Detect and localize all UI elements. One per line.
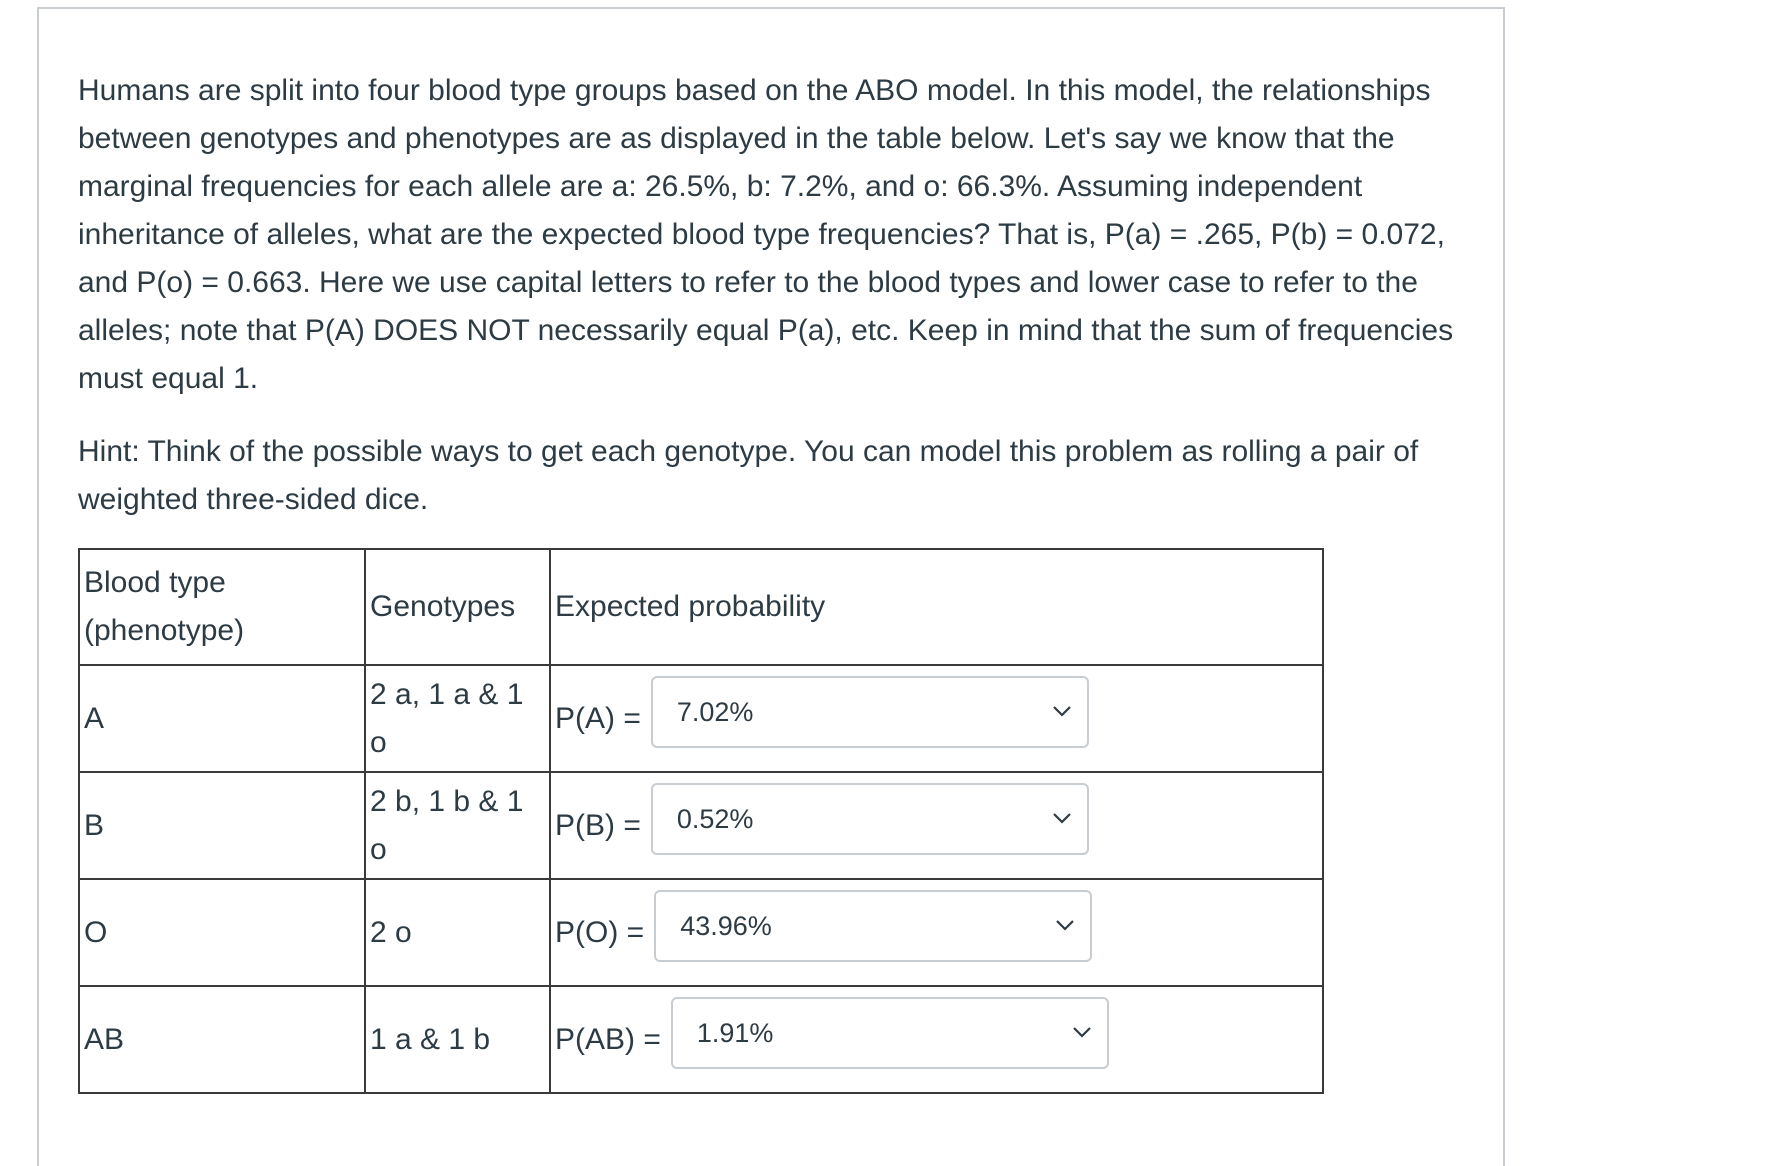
table-row <box>79 772 1323 879</box>
probability-cell <box>550 772 1323 879</box>
chevron-down-icon <box>1054 914 1076 936</box>
genotype-cell: 1 a & 1 b <box>365 986 550 1093</box>
table-row <box>79 879 1323 986</box>
table-row <box>79 986 1323 1093</box>
answer-select-b[interactable] <box>651 783 1089 855</box>
selected-value: 7.02% <box>676 696 754 727</box>
blood-type-table <box>78 548 1324 1094</box>
selected-value: 0.52% <box>676 803 754 834</box>
answer-select-ab[interactable] <box>671 997 1109 1069</box>
header-blood-type: Blood type (phenotype) <box>79 549 365 665</box>
probability-label: P(AB) = <box>555 1022 661 1056</box>
chevron-down-icon <box>1071 1021 1093 1043</box>
blood-type-cell: O <box>79 879 365 986</box>
hint-text: Hint: Think of the possible ways to get each genotype. You can model this problem as rolling a pair of weighted three-sided dice. <box>78 435 1419 516</box>
probability-cell <box>550 665 1323 772</box>
answer-select-o[interactable] <box>654 890 1092 962</box>
blood-type-cell: B <box>79 772 365 879</box>
probability-label: P(A) = <box>555 701 641 735</box>
table-row <box>79 665 1323 772</box>
blood-type-cell: A <box>79 665 365 772</box>
header-expected-probability: Expected probability <box>550 549 1323 665</box>
selected-value: 1.91% <box>696 1017 774 1048</box>
chevron-down-icon <box>1051 807 1073 829</box>
probability-label: P(O) = <box>555 915 645 949</box>
answer-select-a[interactable] <box>651 676 1089 748</box>
genotype-cell: 2 o <box>365 879 550 986</box>
genotype-cell: 2 b, 1 b & 1 o <box>365 772 550 879</box>
chevron-down-icon <box>1051 700 1073 722</box>
probability-label: P(B) = <box>555 808 641 842</box>
probability-cell <box>550 879 1323 986</box>
genotype-cell: 2 a, 1 a & 1 o <box>365 665 550 772</box>
header-genotypes: Genotypes <box>365 549 550 665</box>
table-header-row <box>79 549 1323 665</box>
question-text: Humans are split into four blood type groups based on the ABO model. In this model, the relationships between genotypes and phenotypes are as displayed in the table below. Let's say we know that the marginal frequencies for each allele are a: 26.5%, b: 7.2%, and o: 66.3%. Assuming independent inheritance of alleles, what are the expected blood type frequencies? That is, P(a) = .265, P(b) = 0.072, and P(o) = 0.663. Here we use capital letters to refer to the blood types and lower case to refer to the alleles; note that P(A) DOES NOT necessarily equal P(a), etc. Keep in mind that the sum of frequencies must equal 1. <box>78 74 1454 395</box>
blood-type-cell: AB <box>79 986 365 1093</box>
probability-cell <box>550 986 1323 1093</box>
selected-value: 43.96% <box>680 910 772 941</box>
